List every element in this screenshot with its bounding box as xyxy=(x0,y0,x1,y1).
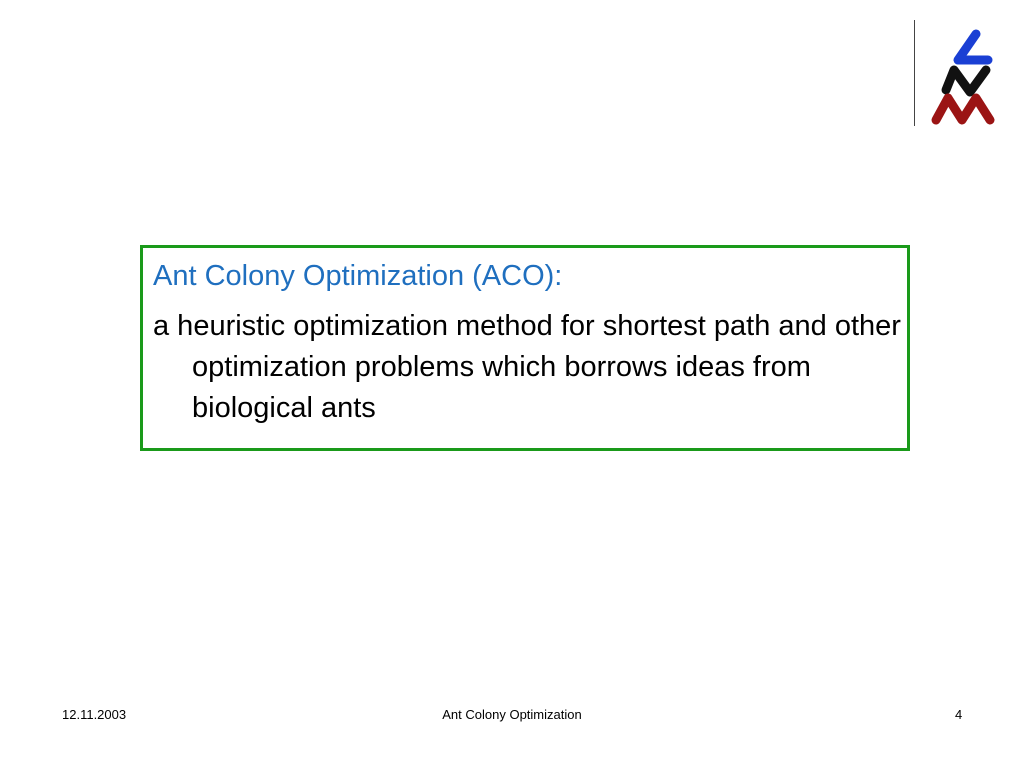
footer-date: 12.11.2003 xyxy=(62,707,127,722)
logo-divider xyxy=(914,20,915,126)
definition-box xyxy=(140,245,910,451)
definition-text: a heuristic optimization method for shortest path and other optimization problems which borrows ideas from biological ants xyxy=(153,310,901,424)
footer-page-number: 4 xyxy=(955,707,963,722)
logo-blue-stroke xyxy=(958,34,988,60)
footer-title: Ant Colony Optimization xyxy=(442,707,582,722)
logo-black-stroke xyxy=(946,70,986,92)
lrm-logo-icon xyxy=(928,28,1000,128)
definition-term: Ant Colony Optimization (ACO): xyxy=(153,260,563,292)
logo-red-stroke xyxy=(936,98,990,120)
